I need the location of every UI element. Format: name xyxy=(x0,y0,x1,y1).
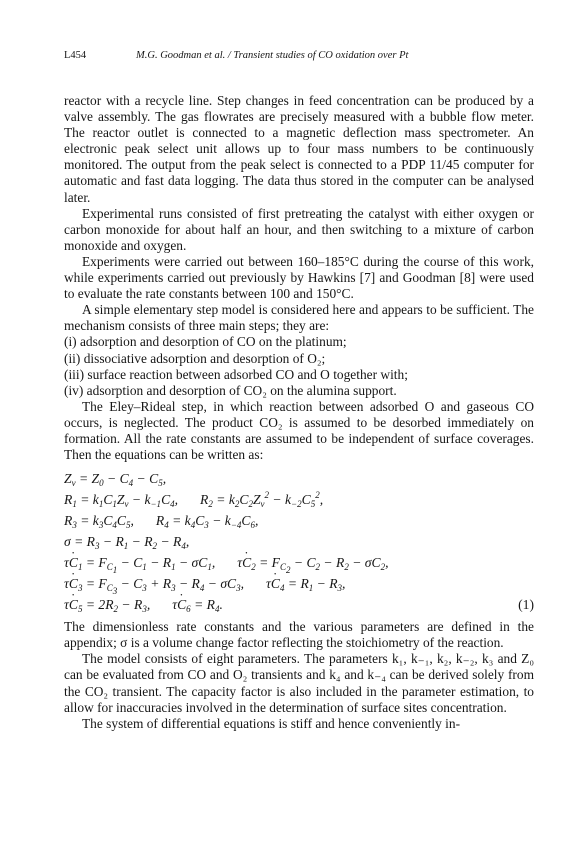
list-item: (ii) dissociative adsorption and desorption of O₂; xyxy=(64,350,326,366)
equation-number: (1) xyxy=(518,597,534,613)
equation-line: $R_3 = k_3C_4C_5$, $R_4 = k_4C_3 - k_{-4}C_6$, xyxy=(64,513,259,531)
equation-line: $R_1 = k_1C_1Z_v - k_{-1}C_4$, $R_2 = k_2C_2Z_v^2 - k_{-2}C_5^2$, xyxy=(64,490,324,510)
equation-line: $\sigma = R_3 - R_1 - R_2 - R_4$, xyxy=(64,534,190,552)
list-item: (iv) adsorption and desorption of CO₂ on the alumina support. xyxy=(64,382,397,398)
equation-line: τC $˙_5 = 2R_2 - R_3$, τC $˙_6 = R_4$. (1) xyxy=(64,594,534,615)
page-number: L454 xyxy=(64,50,87,61)
list-item: (i) adsorption and desorption of CO on the platinum; xyxy=(64,334,347,350)
paragraph-runs: Experimental runs consisted of first pretreating the catalyst with either oxygen or carbon monoxide for about half an hour, and then switching to a mixture of carbon monoxide and oxygen. xyxy=(64,205,534,253)
paragraph-eley-rideal: The Eley–Rideal step, in which reaction between adsorbed O and gaseous CO occurs, is neglected. The product CO₂ is assumed to be desorbed immediately on formation. All the rate constants are assumed to be independent of surface coverages. Then the equations can be written as: xyxy=(64,398,534,463)
equation-line: $Z_v = Z_0 - C_4 - C_5$, xyxy=(64,471,167,489)
paragraph-temperatures: Experiments were carried out between 160–185°C during the course of this work, while experiments carried out previously by Hawkins [7] and Goodman [8] were used to evaluate the rate constants between 100 and 150°C. xyxy=(64,253,534,302)
paragraph-apparatus: reactor with a recycle line. Step changes in feed concentration can be produced by a valve assembly. The gas flowrates are precisely measured with a bubble flow meter. The reactor outlet is connected to a magnetic deflection mass spectrometer. An electronic peak select unit allows up to four mass numbers to be continuously monitored. The output from the peak select is connected to a PDP 11/45 computer for automatic and fast data logging. The data thus stored in the computer can be analysed later. xyxy=(64,93,534,205)
paragraph-appendix-note: The dimensionless rate constants and the various parameters are defined in the appendix; σ is a volume change factor reflecting the stoichiometry of the reaction. xyxy=(64,619,534,651)
paragraph-model-intro: A simple elementary step model is considered here and appears to be sufficient. The mechanism consists of three main steps; they are: xyxy=(64,302,534,334)
mechanism-steps-list xyxy=(64,334,534,398)
paragraph-stiff-system: The system of differential equations is stiff and hence conveniently in- xyxy=(82,715,461,731)
equation-line: τC $˙_1 = F_{C_1} - C_1 - R_1 - \sigma C_1$, τC $˙_2 = F_{C_2} - C_2 - R_2 - \sigma C_2$, xyxy=(64,552,534,573)
article-body xyxy=(64,93,534,732)
list-item: (iii) surface reaction between adsorbed CO and O together with; xyxy=(64,366,408,382)
paragraph-parameters: The model consists of eight parameters. The parameters k₁, k₋₁, k₂, k₋₂, k₃ and Z₀ can be evaluated from CO and O₂ transients and k₄ and k₋₄ can be derived solely from the CO₂ transient. The capacity factor is also included in the parameter estimation, to allow for inaccuracies involved in the determination of surface sites concentration. xyxy=(64,651,534,715)
equation-system xyxy=(64,468,534,615)
running-title: M.G. Goodman et al. / Transient studies of CO oxidation over Pt xyxy=(136,50,409,61)
equation-line: τC $˙_3 = F_{C_3} - C_3 + R_3 - R_4 - \sigma C_3$, τC $˙_4 = R_1 - R_3$, xyxy=(64,573,534,594)
